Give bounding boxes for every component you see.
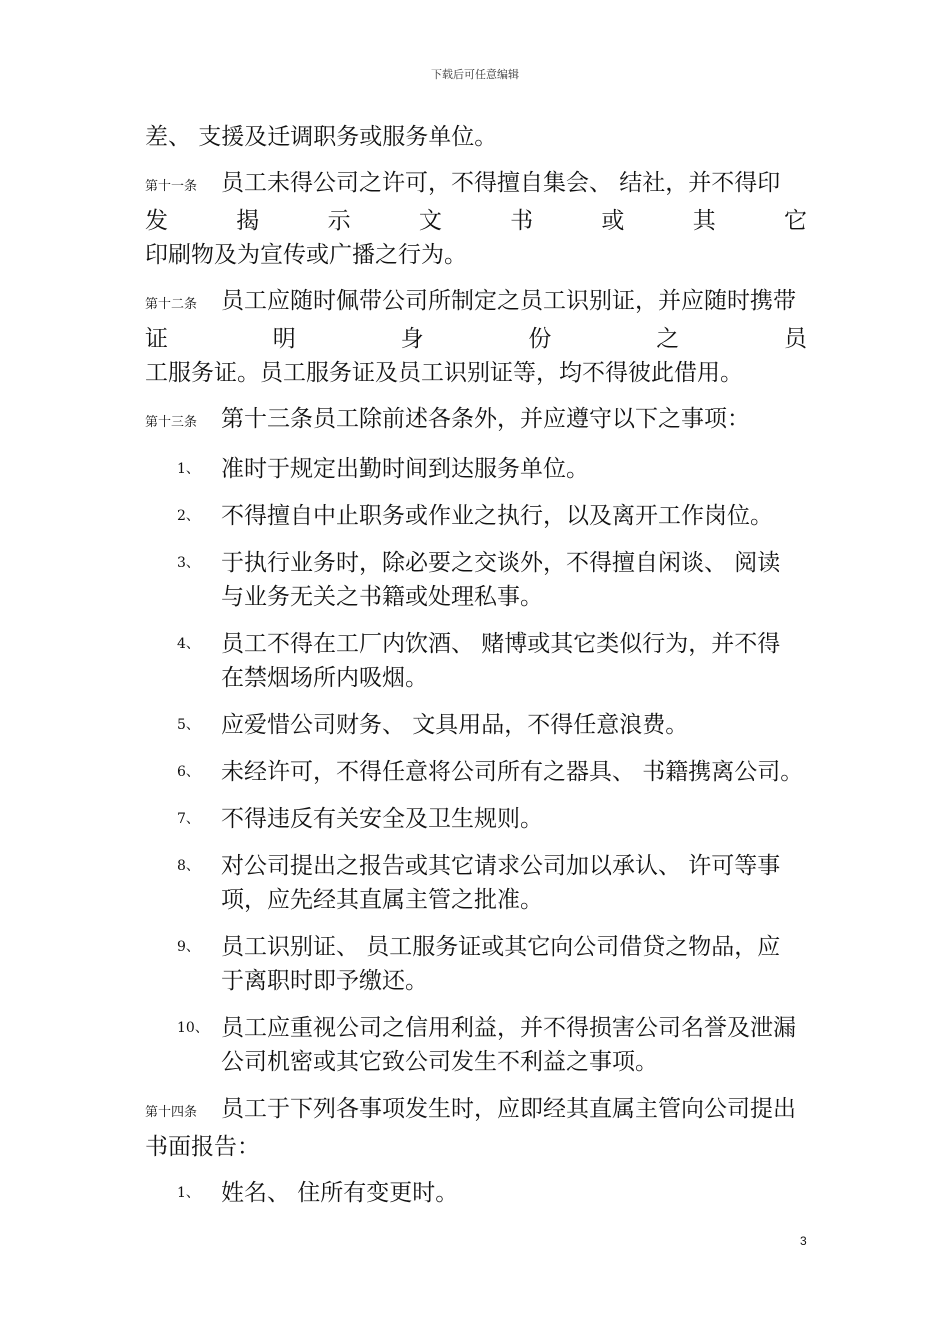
char: 书 [510, 208, 534, 234]
text-line: 工服务证。员工服务证及员工识别证等，均不得彼此借用。 [145, 360, 743, 386]
char: 明 [272, 326, 296, 352]
item-text: 准时于规定出勤时间到达服务单位。 [221, 456, 589, 482]
article-11 [145, 166, 807, 272]
item-number: 1、 [177, 461, 200, 477]
item-text: 员工识别证、 员工服务证或其它向公司借贷之物品，应 [221, 934, 781, 960]
char: 其 [692, 208, 716, 234]
list-item [145, 499, 807, 533]
text-line: 第十三条员工除前述各条外，并应遵守以下之事项： [221, 406, 750, 432]
list-item [145, 930, 807, 998]
text-line: 员工应随时佩带公司所制定之员工识别证，并应随时携带 [221, 288, 796, 314]
text-line: 差、 支援及迁调职务或服务单位。 [145, 124, 498, 150]
char: 文 [418, 208, 442, 234]
page-number: 3 [800, 1234, 807, 1248]
text-line: 员工于下列各事项发生时，应即经其直属主管向公司提出 [221, 1096, 796, 1122]
list-item [145, 1176, 807, 1210]
item-number: 8、 [177, 858, 200, 874]
article-label: 第十三条 [145, 415, 198, 430]
item-number: 5、 [177, 717, 200, 733]
list-item [145, 708, 807, 742]
list-item [145, 849, 807, 917]
article-13-items [145, 452, 807, 1079]
item-text: 员工应重视公司之信用利益，并不得损害公司名誉及泄漏 [221, 1015, 796, 1041]
item-number: 1、 [177, 1185, 200, 1201]
item-text: 不得违反有关安全及卫生规则。 [221, 806, 543, 832]
list-item [145, 1011, 807, 1079]
item-text-continued: 与业务无关之书籍或处理私事。 [221, 584, 543, 610]
item-text: 不得擅自中止职务或作业之执行，以及离开工作岗位。 [221, 503, 773, 529]
char: 身 [400, 326, 424, 352]
char: 揭 [236, 208, 260, 234]
char: 或 [601, 208, 625, 234]
item-number: 2、 [177, 508, 200, 524]
list-item [145, 627, 807, 695]
char: 它 [783, 208, 807, 234]
list-item [145, 755, 807, 789]
text-line: 员工未得公司之许可，不得擅自集会、 结社，并不得印 [221, 170, 781, 196]
article-label: 第十二条 [145, 297, 198, 312]
item-text: 对公司提出之报告或其它请求公司加以承认、 许可等事 [221, 853, 781, 879]
justified-line [145, 322, 807, 356]
item-number: 10、 [177, 1020, 209, 1036]
char: 示 [327, 208, 351, 234]
char: 之 [656, 326, 680, 352]
article-12 [145, 284, 807, 390]
char: 份 [528, 326, 552, 352]
item-number: 7、 [177, 811, 200, 827]
list-item [145, 452, 807, 486]
page-header: 下载后可任意编辑 [431, 68, 519, 81]
item-number: 9、 [177, 939, 200, 955]
list-item [145, 546, 807, 614]
text-line: 书面报告： [145, 1134, 260, 1160]
justified-line [145, 204, 807, 238]
item-text: 应爱惜公司财务、 文具用品，不得任意浪费。 [221, 712, 689, 738]
item-text: 姓名、 住所有变更时。 [221, 1180, 459, 1206]
char: 发 [145, 208, 168, 234]
paragraph-continuation [145, 120, 807, 154]
article-label: 第十一条 [145, 179, 198, 194]
char: 员 [783, 326, 807, 352]
item-text: 未经许可，不得任意将公司所有之器具、 书籍携离公司。 [221, 759, 804, 785]
item-text: 于执行业务时，除必要之交谈外，不得擅自闲谈、 阅读 [221, 550, 781, 576]
article-label: 第十四条 [145, 1105, 198, 1120]
article-14 [145, 1092, 807, 1164]
item-number: 6、 [177, 764, 200, 780]
item-text-continued: 项，应先经其直属主管之批准。 [221, 887, 543, 913]
item-number: 4、 [177, 636, 200, 652]
article-14-items [145, 1176, 807, 1210]
item-text-continued: 在禁烟场所内吸烟。 [221, 665, 428, 691]
document-body [145, 120, 807, 1223]
item-number: 3、 [177, 555, 200, 571]
article-13 [145, 402, 807, 440]
list-item [145, 802, 807, 836]
item-text: 员工不得在工厂内饮酒、 赌博或其它类似行为，并不得 [221, 631, 781, 657]
item-text-continued: 公司机密或其它致公司发生不利益之事项。 [221, 1049, 658, 1075]
text-line: 印刷物及为宣传或广播之行为。 [145, 242, 467, 268]
item-text-continued: 于离职时即予缴还。 [221, 968, 428, 994]
char: 证 [145, 326, 168, 352]
